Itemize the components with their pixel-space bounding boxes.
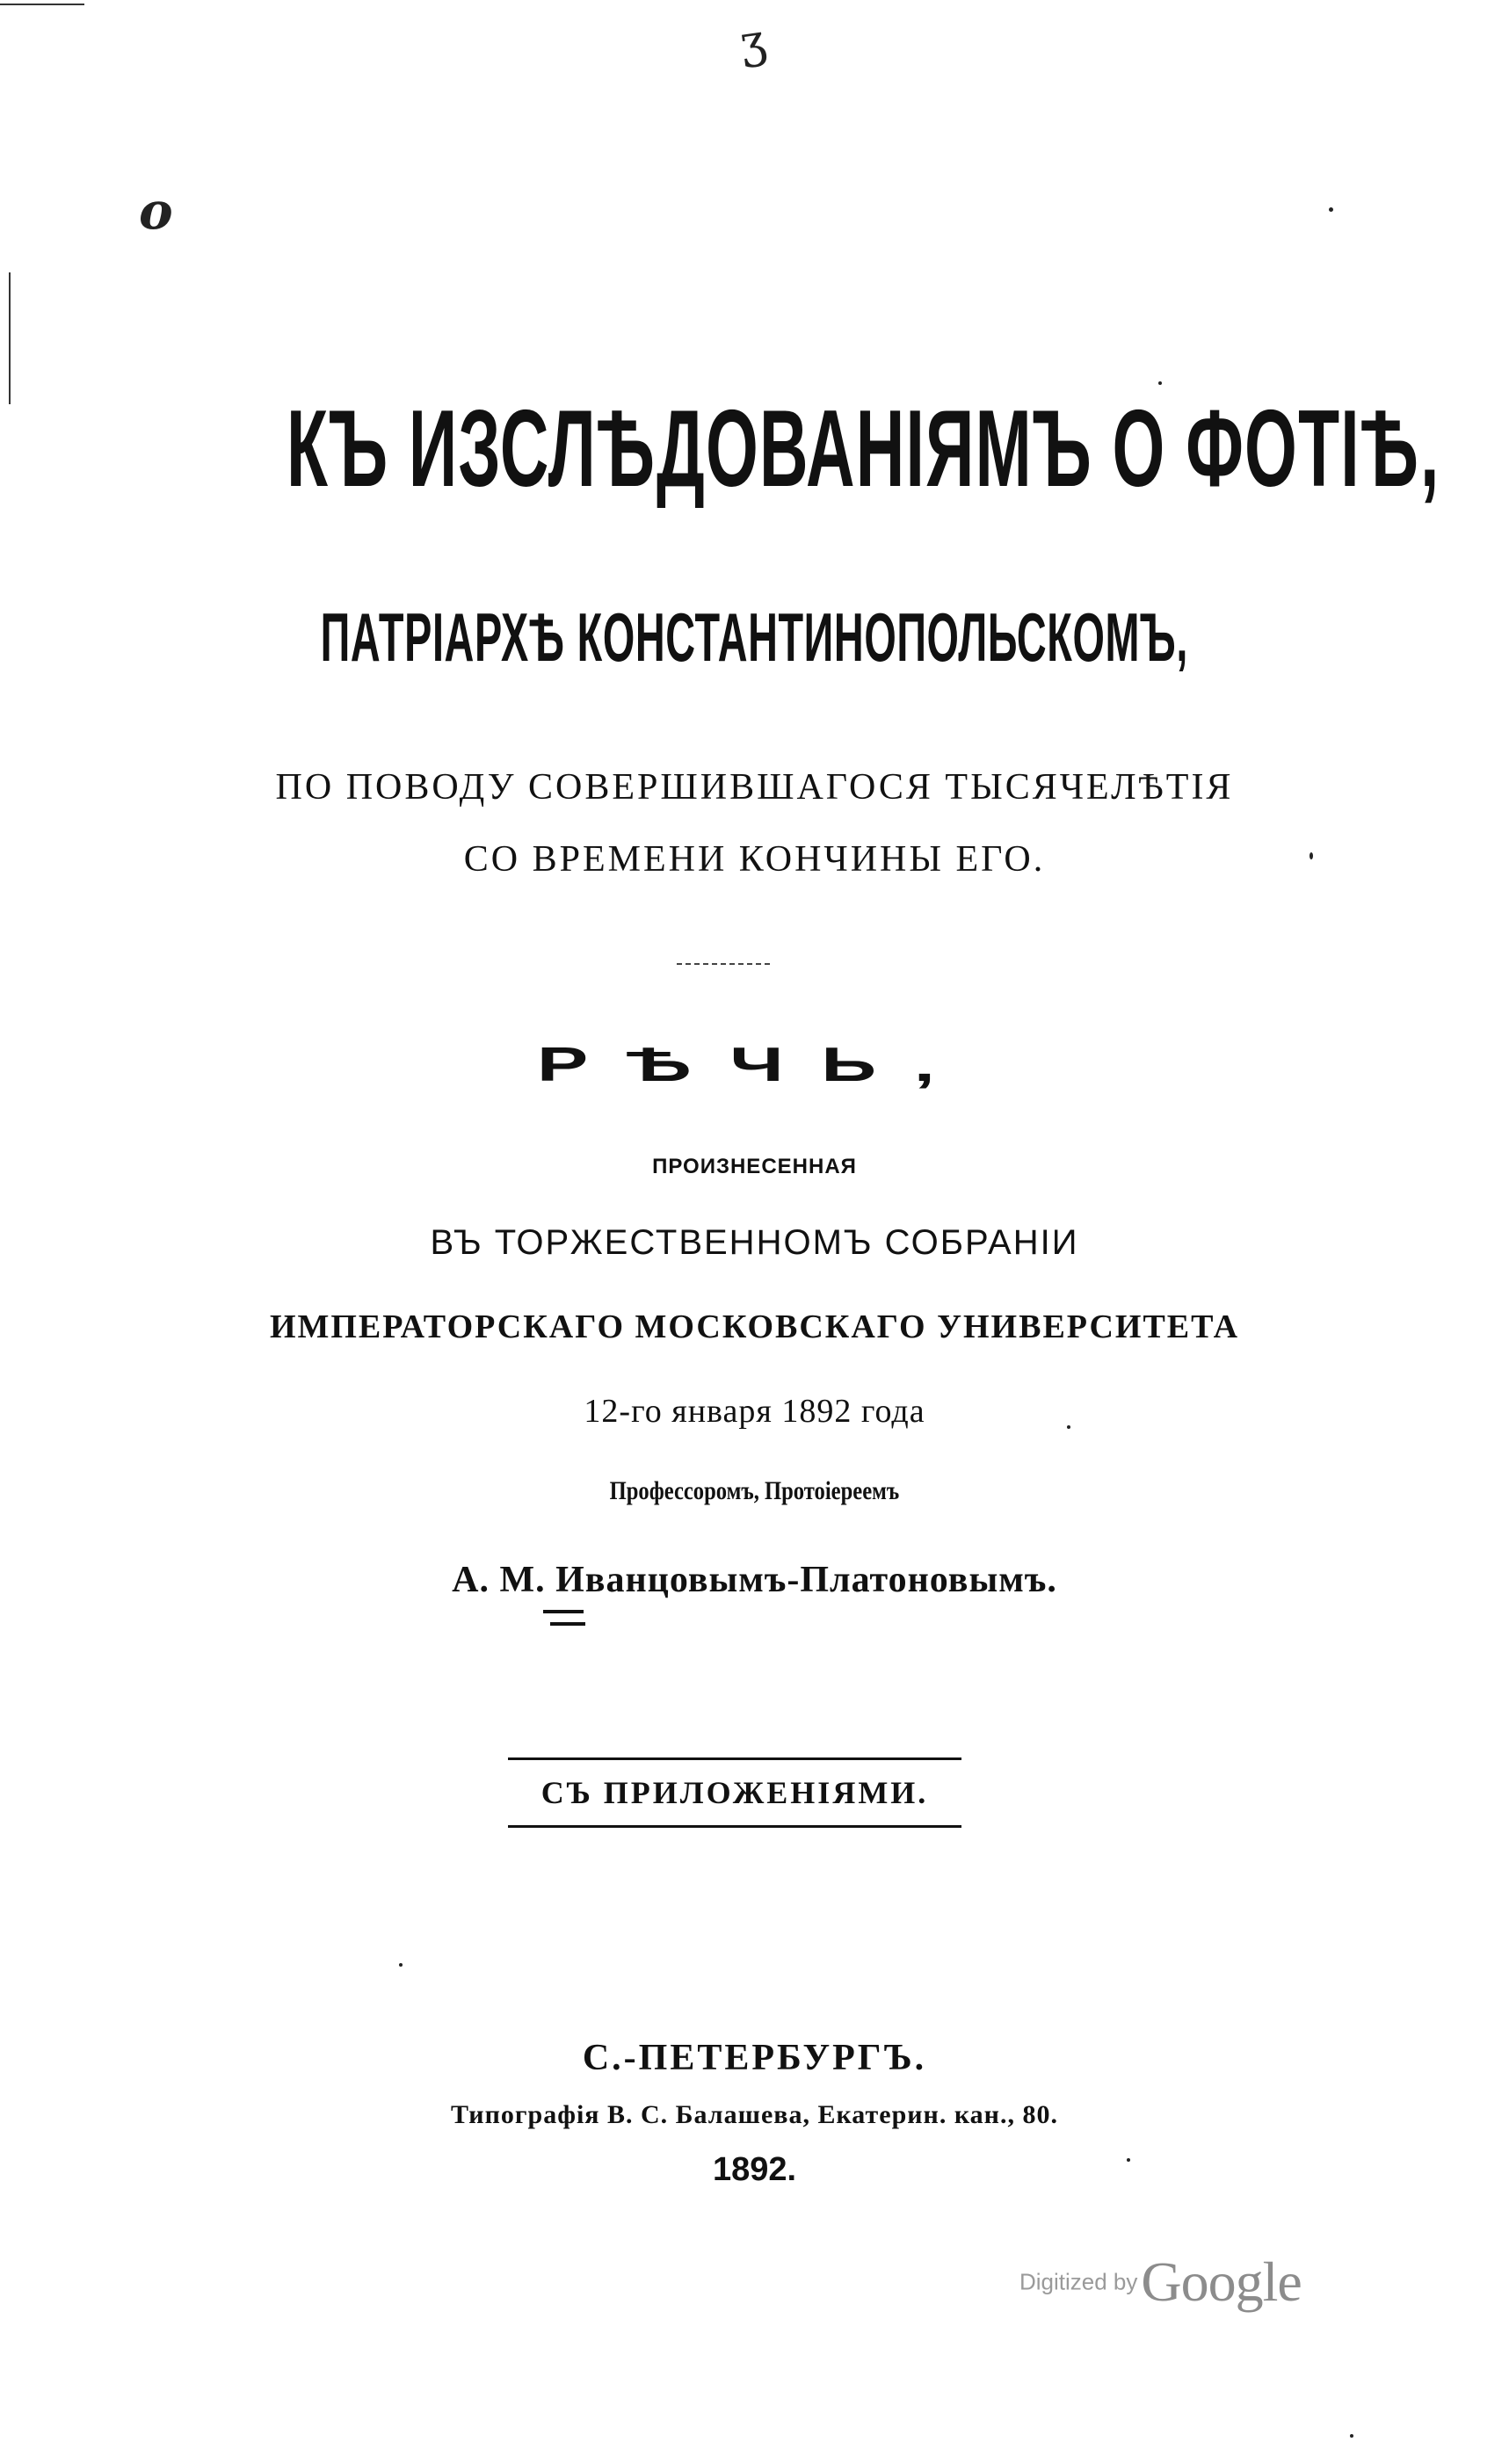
assembly-line: ВЪ ТОРЖЕСТВЕННОМЪ СОБРАНІИ [430,1223,1079,1262]
author-underline-mark [550,1622,585,1626]
occasion-line-1: ПО ПОВОДУ СОВЕРШИВШАГОСЯ ТЫСЯЧЕЛѢТІЯ [275,767,1234,808]
speech-heading: РѢЧЬ, [536,1037,973,1091]
margin-mark: o [139,181,173,241]
delivered-label: ПРОИЗНЕСЕННАЯ [652,1155,857,1178]
left-edge-line [9,272,11,404]
page-number-mark: ʒ [736,14,770,70]
author-title-line: Профессоромъ, Протоіереемъ [609,1476,900,1505]
university-line: ИМПЕРАТОРСКАГО МОСКОВСКАГО УНИВЕРСИТЕТА [269,1308,1240,1345]
main-title: КЪ ИЗСЛѢДОВАНІЯМЪ О ФОТІѢ, [287,388,1440,510]
imprint-year: 1892. [712,2151,797,2188]
imprint-printer: Типографія В. С. Балашева, Екатерин. кан., 80. [451,2100,1058,2129]
google-logo-text: Google [1141,2250,1302,2313]
author-name: А. М. Иванцовымъ-Платоновымъ. [452,1560,1057,1600]
occasion-line-2: СО ВРЕМЕНИ КОНЧИНЫ ЕГО. [463,839,1046,880]
author-underline-mark [543,1610,584,1613]
date-line: 12-го января 1892 года [584,1393,925,1430]
watermark-prefix: Digitized by [1019,2268,1138,2295]
top-left-edge-line [0,4,84,5]
ornamental-divider [677,963,770,965]
google-watermark [1019,2250,1302,2315]
appendix-label: СЪ ПРИЛОЖЕНІЯМИ. [508,1757,961,1828]
speck [1350,2434,1353,2438]
subtitle: ПАТРІАРХѢ КОНСТАНТИНОПОЛЬСКОМЪ, [320,598,1188,676]
speck [399,1963,403,1967]
speck [1158,381,1162,385]
imprint-city: С.-ПЕТЕРБУРГЪ. [582,2038,927,2078]
speck [1329,207,1333,212]
